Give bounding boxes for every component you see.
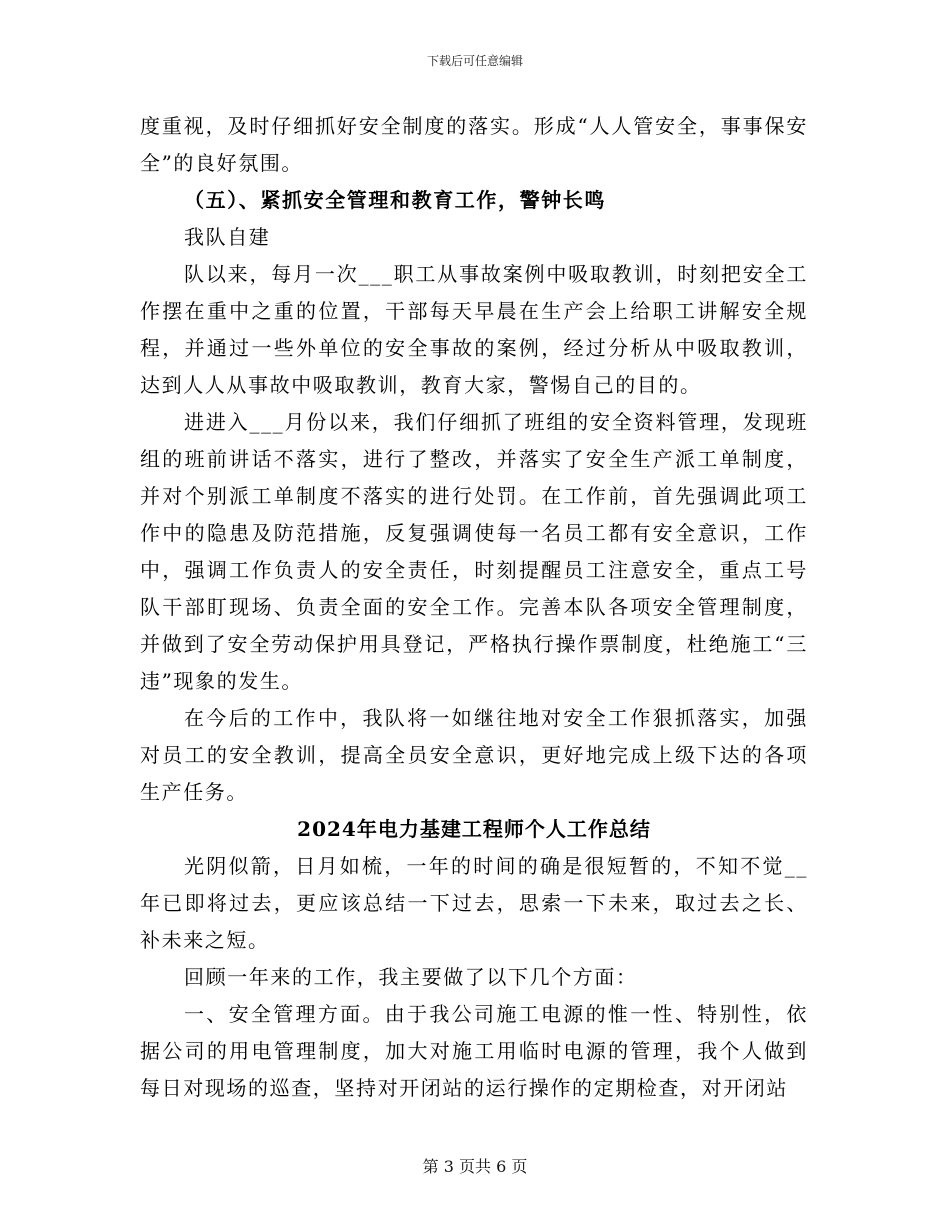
paragraph-continuation: 度重视，及时仔细抓好安全制度的落实。形成“人人管安全，事事保安全”的良好氛围。 xyxy=(140,114,808,175)
paragraph: 队以来，每月一次___职工从事故案例中吸取教训，时刻把安全工作摆在重中之重的位置，干部每天早晨在生产会上给职工讲解安全规程，并通过一些外单位的安全事故的案例，经过分析从中吸取教训，达到人人从事故中吸取教训，教育大家，警惕自己的目的。 xyxy=(140,262,808,397)
section-heading-five: （五）、紧抓安全管理和教育工作，警钟长鸣 xyxy=(184,188,606,212)
paragraph: 在今后的工作中，我队将一如继往地对安全工作狠抓落实，加强对员工的安全教训，提高全员安全意识，更好地完成上级下达的各项生产任务。 xyxy=(140,706,808,804)
page-header: 下载后可任意编辑 xyxy=(426,54,523,68)
paragraph: 光阴似箭，日月如梳，一年的时间的确是很短暂的，不知不觉__年已即将过去，更应该总结一下过去，思索一下未来，取过去之长、补未来之短。 xyxy=(140,854,808,952)
paragraph: 我队自建 xyxy=(184,225,271,249)
page-footer: 第 3 页共 6 页 xyxy=(422,1157,528,1176)
paragraph: 一、安全管理方面。由于我公司施工电源的惟一性、特别性，依据公司的用电管理制度，加大对施工用临时电源的管理，我个人做到每日对现场的巡查，坚持对开闭站的运行操作的定期检查，对开闭站 xyxy=(140,1002,808,1100)
paragraph: 进进入___月份以来，我们仔细抓了班组的安全资料管理，发现班组的班前讲话不落实，进行了整改，并落实了安全生产派工单制度，并对个别派工单制度不落实的进行处罚。在工作前，首先强调此项工作中的隐患及防范措施，反复强调使每一名员工都有安全意识，工作中，强调工作负责人的安全责任，时刻提醒员工注意安全，重点工号队干部盯现场、负责全面的安全工作。完善本队各项安全管理制度，并做到了安全劳动保护用具登记，严格执行操作票制度，杜绝施工“三违”现象的发生。 xyxy=(140,410,808,693)
document-title: 2024年电力基建工程师个人工作总结 xyxy=(297,817,651,841)
document-body xyxy=(140,108,808,1107)
paragraph: 回顾一年来的工作，我主要做了以下几个方面： xyxy=(184,965,638,989)
